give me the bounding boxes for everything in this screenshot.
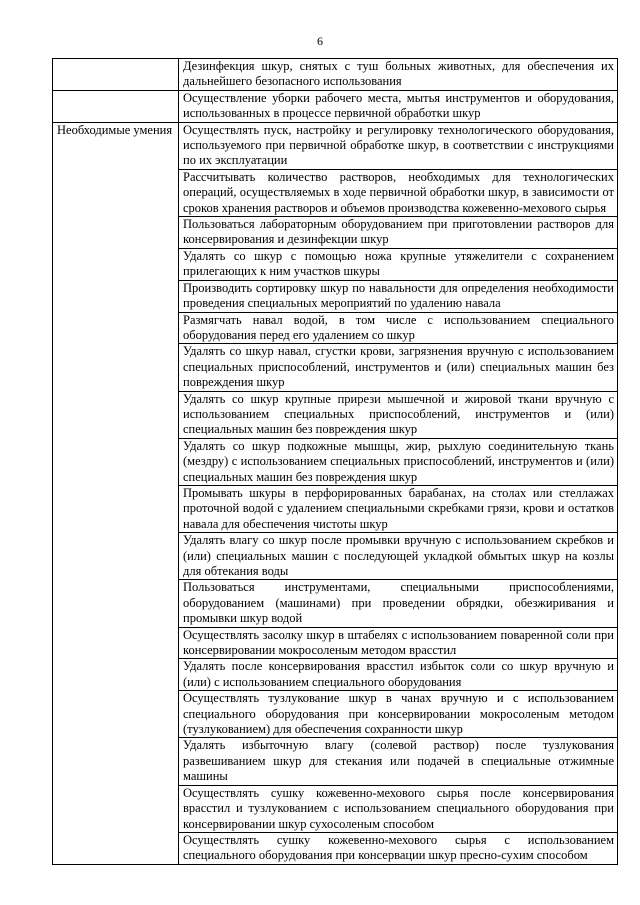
- table-cell: Удалять влагу со шкур после промывки вручную с использованием скребков и (или) специальных машин с последующей укладкой обмытых шкур на козлы для обтекания воды: [179, 533, 618, 580]
- table-cell: Размягчать навал водой, в том числе с использованием специального оборудования перед его удалением со шкур: [179, 312, 618, 344]
- table-cell: Рассчитывать количество растворов, необходимых для технологических операций, осуществляемых в ходе первичной обработки шкур, в зависимости от сроков хранения растворов и объемов производства кожевенно-мехового сырья: [179, 169, 618, 216]
- table-cell: Производить сортировку шкур по навальности для определения необходимости проведения специальных мероприятий по удалению навала: [179, 280, 618, 312]
- table-row: [53, 59, 618, 91]
- table-cell: Удалять после консервирования врасстил избыток соли со шкур вручную и (или) с использованием специального оборудования: [179, 659, 618, 691]
- table-cell: Удалять избыточную влагу (солевой раствор) после тузлукования развешиванием шкур для стекания или подачей в специальные отжимные машины: [179, 738, 618, 785]
- table-cell: Дезинфекция шкур, снятых с туш больных животных, для обеспечения их дальнейшего безопасного использования: [179, 59, 618, 91]
- table-cell: Удалять со шкур с помощью ножа крупные утяжелители с сохранением прилегающих к ним участков шкуры: [179, 248, 618, 280]
- section-label: Необходимые умения: [57, 122, 173, 137]
- table-cell: Пользоваться инструментами, специальными приспособлениями, оборудованием (машинами) при проведении обрядки, обезжиривания и промывки шкур водой: [179, 580, 618, 627]
- page-number: 6: [317, 34, 323, 48]
- table-cell: Пользоваться лабораторным оборудованием при приготовлении растворов для консервирования и дезинфекции шкур: [179, 217, 618, 249]
- requirements-table-body: [53, 59, 618, 865]
- requirements-table: [52, 58, 618, 865]
- empty-label-cell: [53, 90, 179, 122]
- table-cell: Осуществление уборки рабочего места, мытья инструментов и оборудования, использованных в процессе первичной обработки шкур: [179, 90, 618, 122]
- table-cell: Осуществлять сушку кожевенно-мехового сырья после консервирования врасстил и тузлукованием с использованием специального оборудования при консервировании шкур сухосоленым способом: [179, 785, 618, 832]
- table-row: [53, 122, 618, 169]
- table-cell: Осуществлять засолку шкур в штабелях с использованием поваренной соли при консервировании мокросоленым методом врасстил: [179, 627, 618, 659]
- table-cell: Осуществлять сушку кожевенно-мехового сырья с использованием специального оборудования при консервации шкур пресно-сухим способом: [179, 832, 618, 864]
- section-label-cell: [53, 122, 179, 864]
- table-cell: Промывать шкуры в перфорированных барабанах, на столах или стеллажах проточной водой с удалением специальными скребками грязи, крови и остатков навала для обеспечения чистоты шкур: [179, 485, 618, 532]
- table-cell: Осуществлять пуск, настройку и регулировку технологического оборудования, используемого при первичной обработке шкур, в соответствии с инструкциями по их эксплуатации: [179, 122, 618, 169]
- table-cell: Удалять со шкур навал, сгустки крови, загрязнения вручную с использованием специальных приспособлений, инструментов и (или) специальных машин без повреждения шкур: [179, 344, 618, 391]
- table-cell: Осуществлять тузлукование шкур в чанах вручную и с использованием специального оборудования при консервировании мокросоленым методом (тузлукованием) для обеспечения сохранности шкур: [179, 691, 618, 738]
- table-row: [53, 90, 618, 122]
- table-cell: Удалять со шкур крупные прирези мышечной и жировой ткани вручную с использованием специальных приспособлений, инструментов и (или) специальных машин без повреждения шкур: [179, 391, 618, 438]
- table-cell: Удалять со шкур подкожные мышцы, жир, рыхлую соединительную ткань (мездру) с использованием специальных приспособлений, инструментов и (или) специальных машин без повреждения шкур: [179, 438, 618, 485]
- empty-label-cell: [53, 59, 179, 91]
